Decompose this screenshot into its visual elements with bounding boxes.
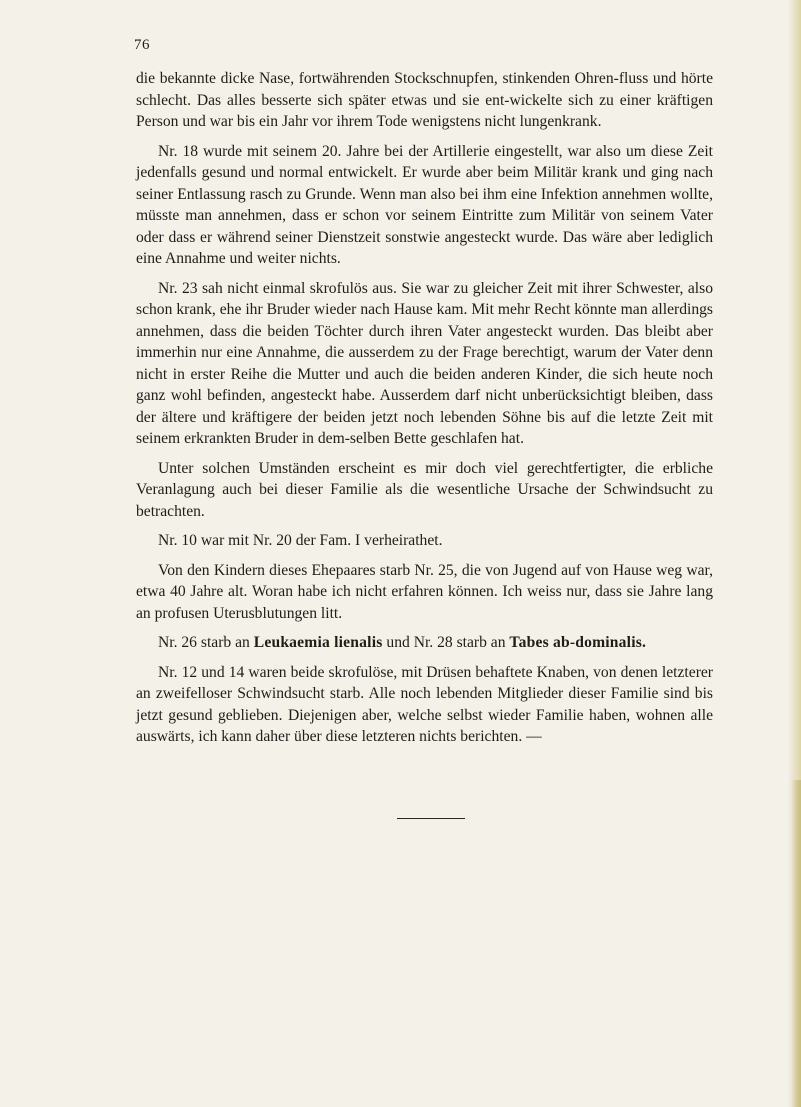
page-edge-stain <box>791 780 801 1107</box>
section-divider <box>397 818 465 819</box>
paragraph-1: die bekannte dicke Nase, fortwährenden Stockschnupfen, stinkenden Ohren-fluss und hörte schlecht. Das alles besserte sich später etwas und sie ent-wickelte sich zu einer kräftigen Person und war bis ein Jahr vor ihrem Tode wenigstens nicht lungenkrank. <box>136 70 713 130</box>
paragraph-7-text-b: und Nr. 28 starb an <box>382 634 510 651</box>
paragraph-4: Unter solchen Umständen erscheint es mir doch viel gerechtfertigter, die erbliche Veranlagung auch bei dieser Familie als die wesentliche Ursache der Schwindsucht zu betrachten. <box>136 459 713 520</box>
diagnosis-tabes: Tabes ab-dominalis. <box>509 634 647 651</box>
paragraph-6: Von den Kindern dieses Ehepaares starb Nr. 25, die von Jugend auf von Hause weg war, etwa 40 Jahre alt. Woran habe ich nicht erfahren können. Ich weiss nur, dass sie Jahre lang an profusen Uterusblutungen litt. <box>136 561 713 622</box>
body-text <box>136 68 713 756</box>
paragraph-8: Nr. 12 und 14 waren beide skrofulöse, mit Drüsen behaftete Knaben, von denen letzterer an zweifelloser Schwindsucht starb. Alle noch lebenden Mitglieder dieser Familie sind bis jetzt gesund geblieben. Diejenigen aber, welche selbst wieder Familie haben, wohnen alle auswärts, ich kann daher über diese letzteren nichts berichten. — <box>136 663 713 745</box>
page-number: 76 <box>134 37 150 53</box>
paragraph-2: Nr. 18 wurde mit seinem 20. Jahre bei der Artillerie eingestellt, war also um diese Zeit jedenfalls gesund und normal entwickelt. Er wurde aber beim Militär krank und ging nach seiner Entlassung rasch zu Grunde. Wenn man also bei ihm eine Infektion annehmen wollte, müsste man annehmen, dass er schon vor seinem Eintritte zum Militär von seinem Vater oder dass er während seiner Dienstzeit sonstwie angesteckt wurde. Das wäre aber lediglich eine Annahme und weiter nichts. <box>136 142 713 267</box>
paragraph-7 <box>136 632 713 654</box>
paragraph-7-text-a: Nr. 26 starb an <box>158 634 254 651</box>
paragraph-5: Nr. 10 war mit Nr. 20 der Fam. I verheirathet. <box>158 532 443 549</box>
paragraph-3: Nr. 23 sah nicht einmal skrofulös aus. Sie war zu gleicher Zeit mit ihrer Schwester, also schon krank, ehe ihr Bruder wieder nach Hause kam. Mit mehr Recht könnte man allerdings annehmen, dass die beiden Töchter durch ihren Vater angesteckt wurden. Das bleibt aber immerhin nur eine Annahme, die ausserdem zu der Frage berechtigt, warum der Vater denn nicht in erster Reihe die Mutter und auch die beiden anderen Kinder, die sich heute noch ganz wohl befinden, angesteckt habe. Ausserdem darf nicht unberücksichtigt bleiben, dass der ältere und kräftigere der beiden jetzt noch lebenden Söhne bis auf die letzte Zeit mit seinem erkrankten Bruder in dem-selben Bette geschlafen hat. <box>136 279 713 447</box>
diagnosis-leukaemia: Leukaemia lienalis <box>253 634 383 651</box>
